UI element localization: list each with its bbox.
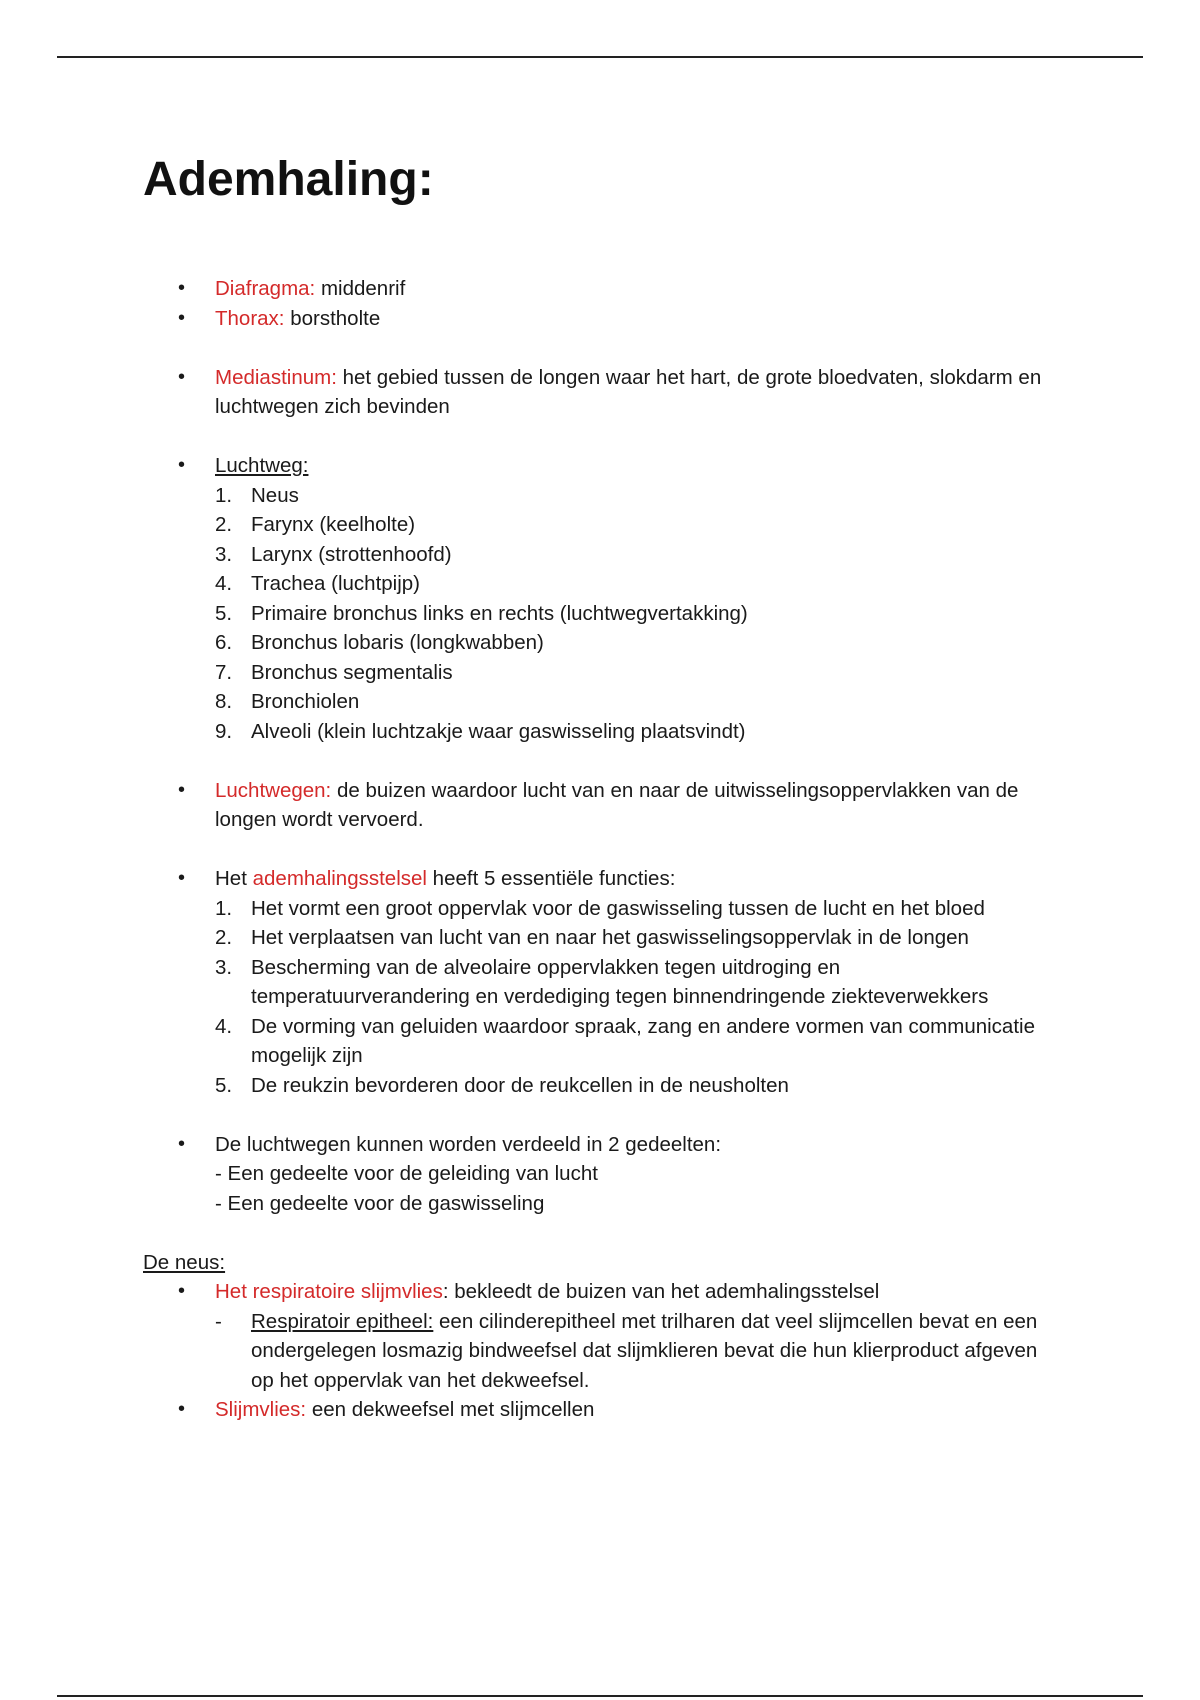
verdeling-text: De luchtwegen kunnen worden verdeeld in 2 gedeelten: xyxy=(215,1132,722,1156)
bullet-marker: • xyxy=(178,306,186,329)
definition-respiratoire-slijmvlies: : bekleedt de buizen van het ademhalingsstelsel xyxy=(442,1280,880,1303)
page-title: Ademhaling: xyxy=(143,153,434,206)
bullet-marker: • xyxy=(178,1132,186,1155)
term-mediastinum: Mediastinum: xyxy=(215,365,337,389)
list-item: 3. Larynx (strottenhoofd) xyxy=(215,542,452,566)
document-page xyxy=(143,150,1063,1425)
luchtweg-list xyxy=(215,481,1063,747)
term-ademhalingsstelsel: ademhalingsstelsel xyxy=(252,867,427,890)
bullet-respiratoir-slijmvlies xyxy=(143,1277,1063,1395)
bullet-luchtwegen xyxy=(143,776,1063,835)
term-slijmvlies: Slijmvlies: xyxy=(215,1398,307,1421)
term-respiratoir-epitheel: Respiratoir epitheel: xyxy=(251,1309,434,1333)
bullet-luchtweg xyxy=(143,451,1063,746)
bullet-marker: • xyxy=(178,1280,186,1302)
luchtweg-label: Luchtweg: xyxy=(215,454,309,477)
definition-thorax: borstholte xyxy=(284,306,381,330)
verdeling-line-1: - Een gedeelte voor de geleiding van lucht xyxy=(215,1162,598,1185)
list-item: 3. Bescherming van de alveolaire oppervlakken tegen uitdroging en temperatuurverandering en verdediging tegen binnendringende ziekteverwekkers xyxy=(215,955,989,1008)
term-diafragma: Diafragma: xyxy=(215,277,316,300)
list-item: 8. Bronchiolen xyxy=(215,690,360,713)
definition-luchtwegen: de buizen waardoor lucht van en naar de uitwisselingsoppervlakken van de longen wordt vervoerd. xyxy=(215,778,1019,831)
functies-suffix: heeft 5 essentiële functies: xyxy=(426,867,676,890)
term-respiratoire-slijmvlies: Het respiratoire slijmvlies xyxy=(215,1280,443,1303)
bullet-slijmvlies xyxy=(143,1395,1063,1425)
list-item: 2. Het verplaatsen van lucht van en naar het gaswisselingsoppervlak in de longen xyxy=(215,926,969,949)
bullet-diafragma xyxy=(143,274,1063,304)
bullet-marker: • xyxy=(178,778,186,801)
definition-slijmvlies: een dekweefsel met slijmcellen xyxy=(306,1398,595,1421)
list-item: 1. Het vormt een groot oppervlak voor de gaswisseling tussen de lucht en het bloed xyxy=(215,896,985,920)
definition-respiratoir-epitheel: een cilinderepitheel met trilharen dat veel slijmcellen bevat en een ondergelegen losmazig bindweefsel dat slijmklieren bevat die hun klierproduct afgeven op het oppervlak van het dekweefsel. xyxy=(251,1309,1038,1392)
list-item: 6. Bronchus lobaris (longkwabben) xyxy=(215,631,544,654)
functies-list xyxy=(215,894,1063,1101)
term-thorax: Thorax: xyxy=(215,306,285,330)
list-item: 7. Bronchus segmentalis xyxy=(215,660,453,684)
bullet-marker: • xyxy=(178,277,186,299)
list-item: 1. Neus xyxy=(215,483,299,507)
list-item: 5. Primaire bronchus links en rechts (luchtwegvertakking) xyxy=(215,601,748,625)
bottom-rule xyxy=(57,1695,1143,1697)
bullet-marker: • xyxy=(178,867,186,889)
list-item: 4. De vorming van geluiden waardoor spraak, zang en andere vormen van communicatie mogelijk zijn xyxy=(215,1014,1035,1067)
top-rule xyxy=(57,56,1143,58)
definition-mediastinum: het gebied tussen de longen waar het hart, de grote bloedvaten, slokdarm en luchtwegen zich bevinden xyxy=(215,365,1042,418)
bullet-marker: • xyxy=(178,454,186,476)
dash-marker: - xyxy=(215,1309,222,1333)
sub-item-epitheel xyxy=(215,1307,1063,1396)
functies-prefix: Het xyxy=(215,867,253,890)
term-luchtwegen: Luchtwegen: xyxy=(215,778,332,802)
list-item: 2. Farynx (keelholte) xyxy=(215,513,416,536)
list-item: 4. Trachea (luchtpijp) xyxy=(215,572,421,595)
definition-diafragma: middenrif xyxy=(315,277,406,300)
bullet-verdeling xyxy=(143,1130,1063,1219)
bullet-mediastinum xyxy=(143,363,1063,422)
bullet-functies xyxy=(143,864,1063,1100)
list-item: 5. De reukzin bevorderen door de reukcellen in de neusholten xyxy=(215,1073,789,1097)
bullet-thorax xyxy=(143,304,1063,334)
section-heading-neus: De neus: xyxy=(143,1250,226,1274)
list-item: 9. Alveoli (klein luchtzakje waar gaswisseling plaatsvindt) xyxy=(215,719,746,743)
verdeling-line-2: - Een gedeelte voor de gaswisseling xyxy=(215,1191,545,1215)
bullet-marker: • xyxy=(178,365,186,388)
bullet-marker: • xyxy=(178,1398,186,1420)
